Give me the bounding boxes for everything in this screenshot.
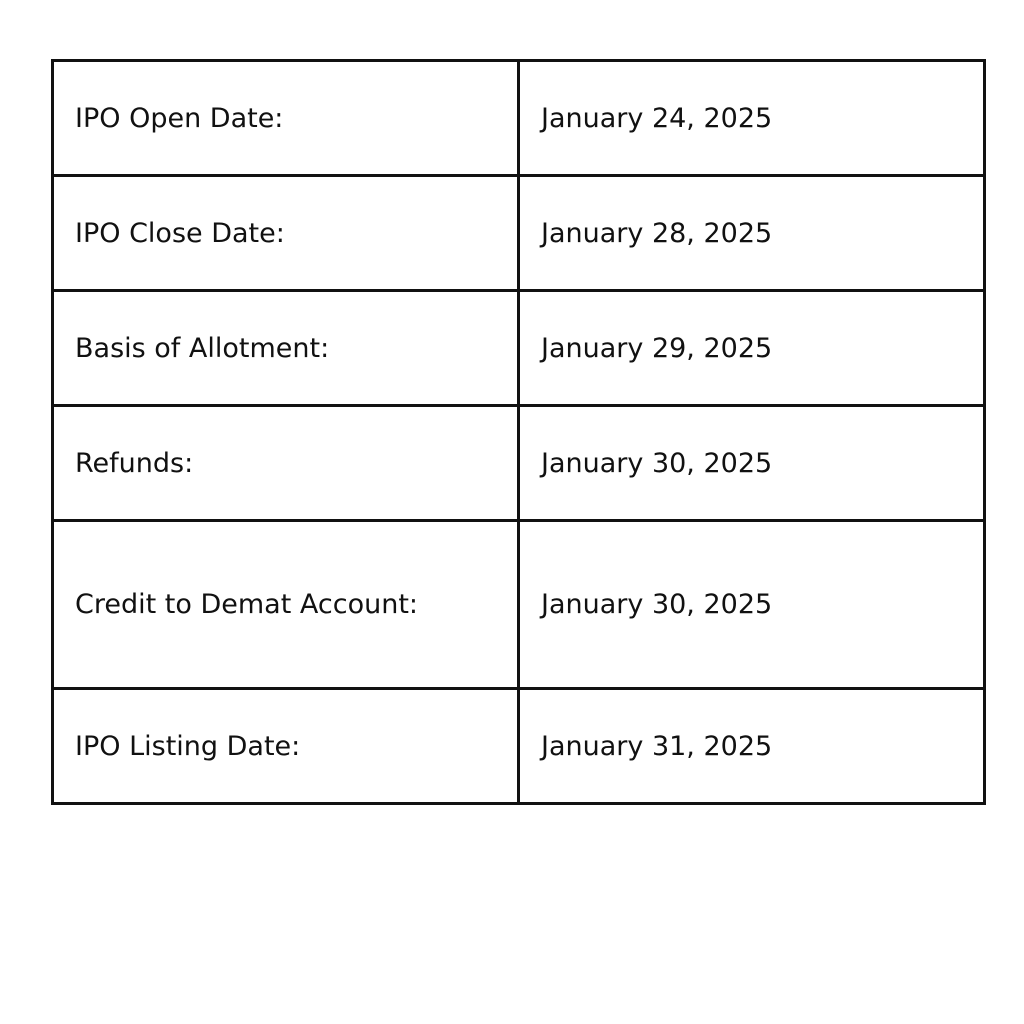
row-label: Basis of Allotment: xyxy=(53,291,519,406)
table-row-basis-of-allotment xyxy=(53,291,985,406)
row-label: Refunds: xyxy=(53,406,519,521)
row-label: IPO Open Date: xyxy=(53,61,519,176)
row-value: January 29, 2025 xyxy=(519,291,985,406)
row-label: IPO Listing Date: xyxy=(53,689,519,804)
row-value: January 30, 2025 xyxy=(519,406,985,521)
row-value: January 28, 2025 xyxy=(519,176,985,291)
table-row-credit-to-demat xyxy=(53,521,985,689)
table-row-refunds xyxy=(53,406,985,521)
table-row-ipo-listing-date xyxy=(53,689,985,804)
table-row-ipo-close-date xyxy=(53,176,985,291)
ipo-schedule-table xyxy=(51,59,986,805)
row-label: Credit to Demat Account: xyxy=(53,521,519,689)
table-row-ipo-open-date xyxy=(53,61,985,176)
row-value: January 30, 2025 xyxy=(519,521,985,689)
row-label: IPO Close Date: xyxy=(53,176,519,291)
row-value: January 24, 2025 xyxy=(519,61,985,176)
row-value: January 31, 2025 xyxy=(519,689,985,804)
